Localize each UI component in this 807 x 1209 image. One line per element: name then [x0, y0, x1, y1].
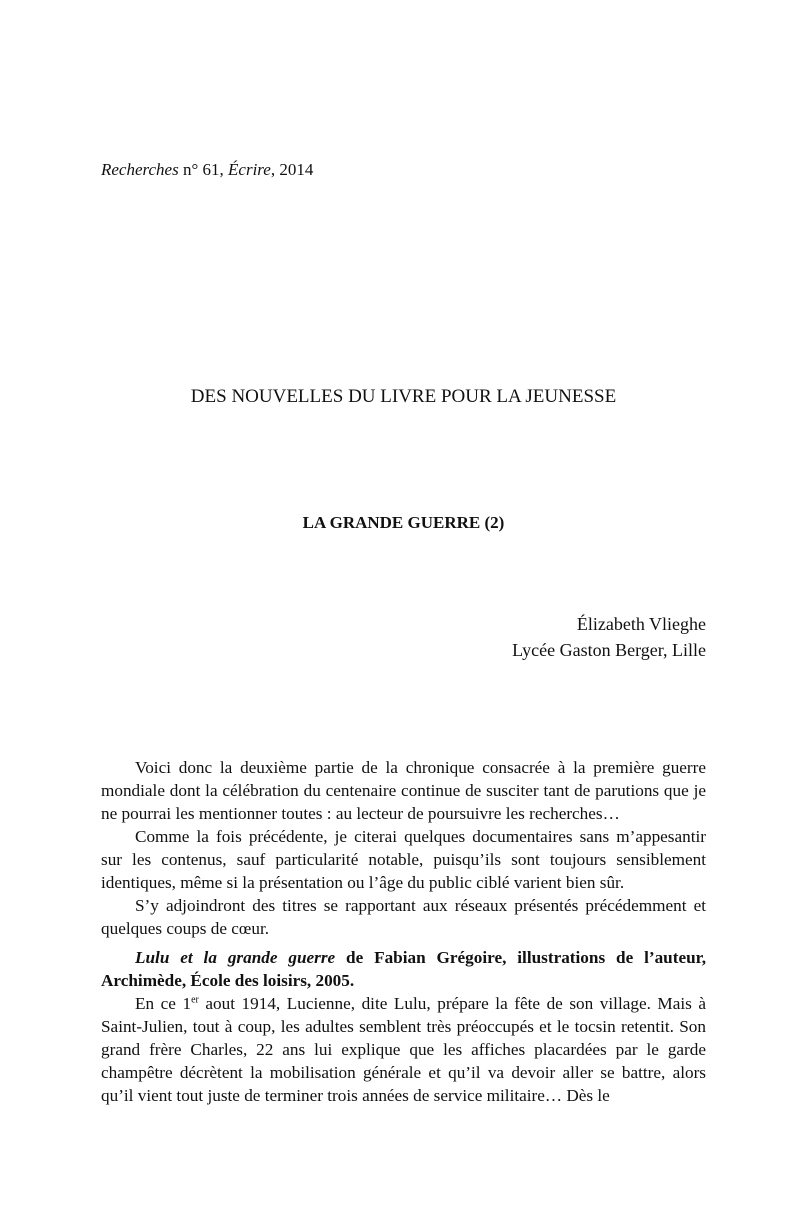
issue-number: n° 61, — [178, 160, 229, 179]
summary-start: En ce 1 — [135, 994, 192, 1013]
intro-paragraph: Comme la fois précédente, je citerai quelques documentaires sans m’appesantir sur les contenus, sauf particularité notable, puisqu’ils sont toujours sensiblement identiques, même si la présentation ou l’âge du public ciblé varient bien sûr. — [101, 827, 706, 892]
intro-paragraph: Voici donc la deuxième partie de la chronique consacrée à la première guerre mondiale dont la célébration du centenaire continue de susciter tant de parutions que je ne pourrai les mentionner toutes : au lecteur de poursuivre les recherches… — [101, 758, 706, 823]
summary-text: aout 1914, Lucienne, dite Lulu, prépare la fête de son village. Mais à Saint-Julien, tout à coup, les adultes semblent très préoccupés et le tocsin retentit. Son grand frère Charles, 22 ans lui explique que les affiches placardées par le garde champêtre décrètent la mobilisation générale et qu’il va devoir aller se battre, alors qu’il vient tout juste de terminer trois années de service militaire… Dès le — [101, 994, 706, 1105]
book-title: Lulu et la grande guerre — [135, 948, 336, 967]
intro-paragraph: S’y adjoindront des titres se rapportant aux réseaux présentés précédemment et quelques coups de cœur. — [101, 896, 706, 938]
book-reference — [101, 946, 706, 992]
author-affiliation: Lycée Gaston Berger, Lille — [512, 640, 706, 660]
journal-header — [101, 160, 313, 180]
author-block — [512, 611, 706, 663]
intro-section — [101, 756, 706, 940]
page-subtitle: LA GRANDE GUERRE (2) — [302, 513, 505, 532]
page-title: DES NOUVELLES DU LIVRE POUR LA JEUNESSE — [190, 386, 617, 407]
issue-theme: Écrire — [228, 160, 271, 179]
journal-name: Recherches — [101, 160, 179, 179]
issue-year: , 2014 — [270, 160, 314, 179]
author-name: Élizabeth Vlieghe — [576, 614, 706, 634]
book-review — [101, 946, 706, 1107]
book-details: de Fabian Grégoire, illustrations de l’auteur, Archimède, École des loisirs, 2005. — [101, 948, 706, 990]
ordinal-superscript: er — [191, 994, 199, 1006]
book-summary — [101, 992, 706, 1107]
